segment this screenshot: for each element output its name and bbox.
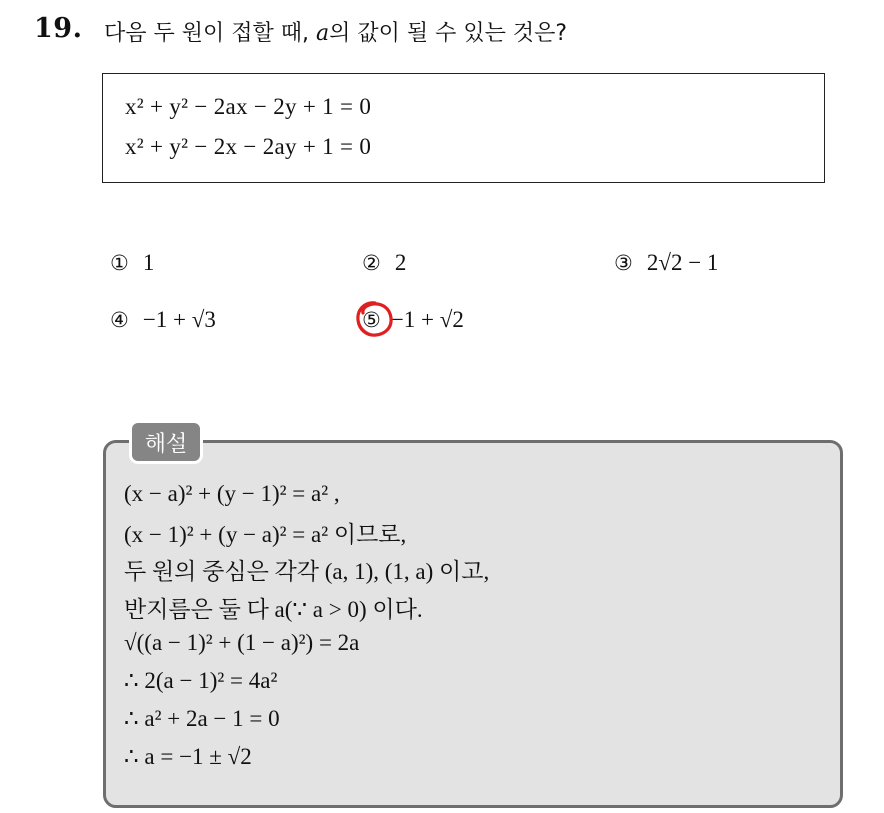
choice-3-number: ③ xyxy=(614,251,633,275)
question-variable: a xyxy=(315,21,330,46)
question-text-before: 다음 두 원이 접할 때, xyxy=(104,21,316,46)
question-text-after: 의 값이 될 수 있는 것은? xyxy=(329,21,568,46)
choice-1-number: ① xyxy=(110,251,129,275)
choice-2-value: 2 xyxy=(394,250,407,275)
solution-line-6: ∴ 2(a − 1)² = 4a² xyxy=(124,668,278,693)
solution-tab: 해설 xyxy=(129,420,203,464)
question-number: 19. xyxy=(34,13,83,44)
equation-box xyxy=(102,73,825,183)
solution-line-1: (x − a)² + (y − 1)² = a² , xyxy=(124,481,340,506)
solution-line-5: √((a − 1)² + (1 − a)²) = 2a xyxy=(124,630,360,655)
equation-2: x² + y² − 2x − 2ay + 1 = 0 xyxy=(125,134,372,159)
choice-5-number: ⑤ xyxy=(362,308,381,332)
question-text xyxy=(104,16,567,47)
choice-4-number: ④ xyxy=(110,308,129,332)
choice-2-number: ② xyxy=(362,251,381,275)
solution-line-4: 반지름은 둘 다 a(∵ a > 0) 이다. xyxy=(124,597,423,622)
choice-1[interactable] xyxy=(110,250,154,276)
solution-line-7: ∴ a² + 2a − 1 = 0 xyxy=(124,706,280,731)
choice-2[interactable] xyxy=(362,250,406,276)
solution-line-3: 두 원의 중심은 각각 (a, 1), (1, a) 이고, xyxy=(124,559,490,584)
solution-line-8: ∴ a = −1 ± √2 xyxy=(124,744,252,769)
solution-line-2: (x − 1)² + (y − a)² = a² 이므로, xyxy=(124,522,407,547)
choice-3[interactable] xyxy=(614,250,718,276)
choice-4-value: −1 + √3 xyxy=(142,307,216,332)
choice-3-value: 2√2 − 1 xyxy=(646,250,719,275)
choice-1-value: 1 xyxy=(142,250,155,275)
equation-1: x² + y² − 2ax − 2y + 1 = 0 xyxy=(125,94,372,119)
choice-4[interactable] xyxy=(110,307,216,333)
choice-5-value: −1 + √2 xyxy=(390,307,464,332)
answer-circle-mark-icon xyxy=(354,299,396,339)
